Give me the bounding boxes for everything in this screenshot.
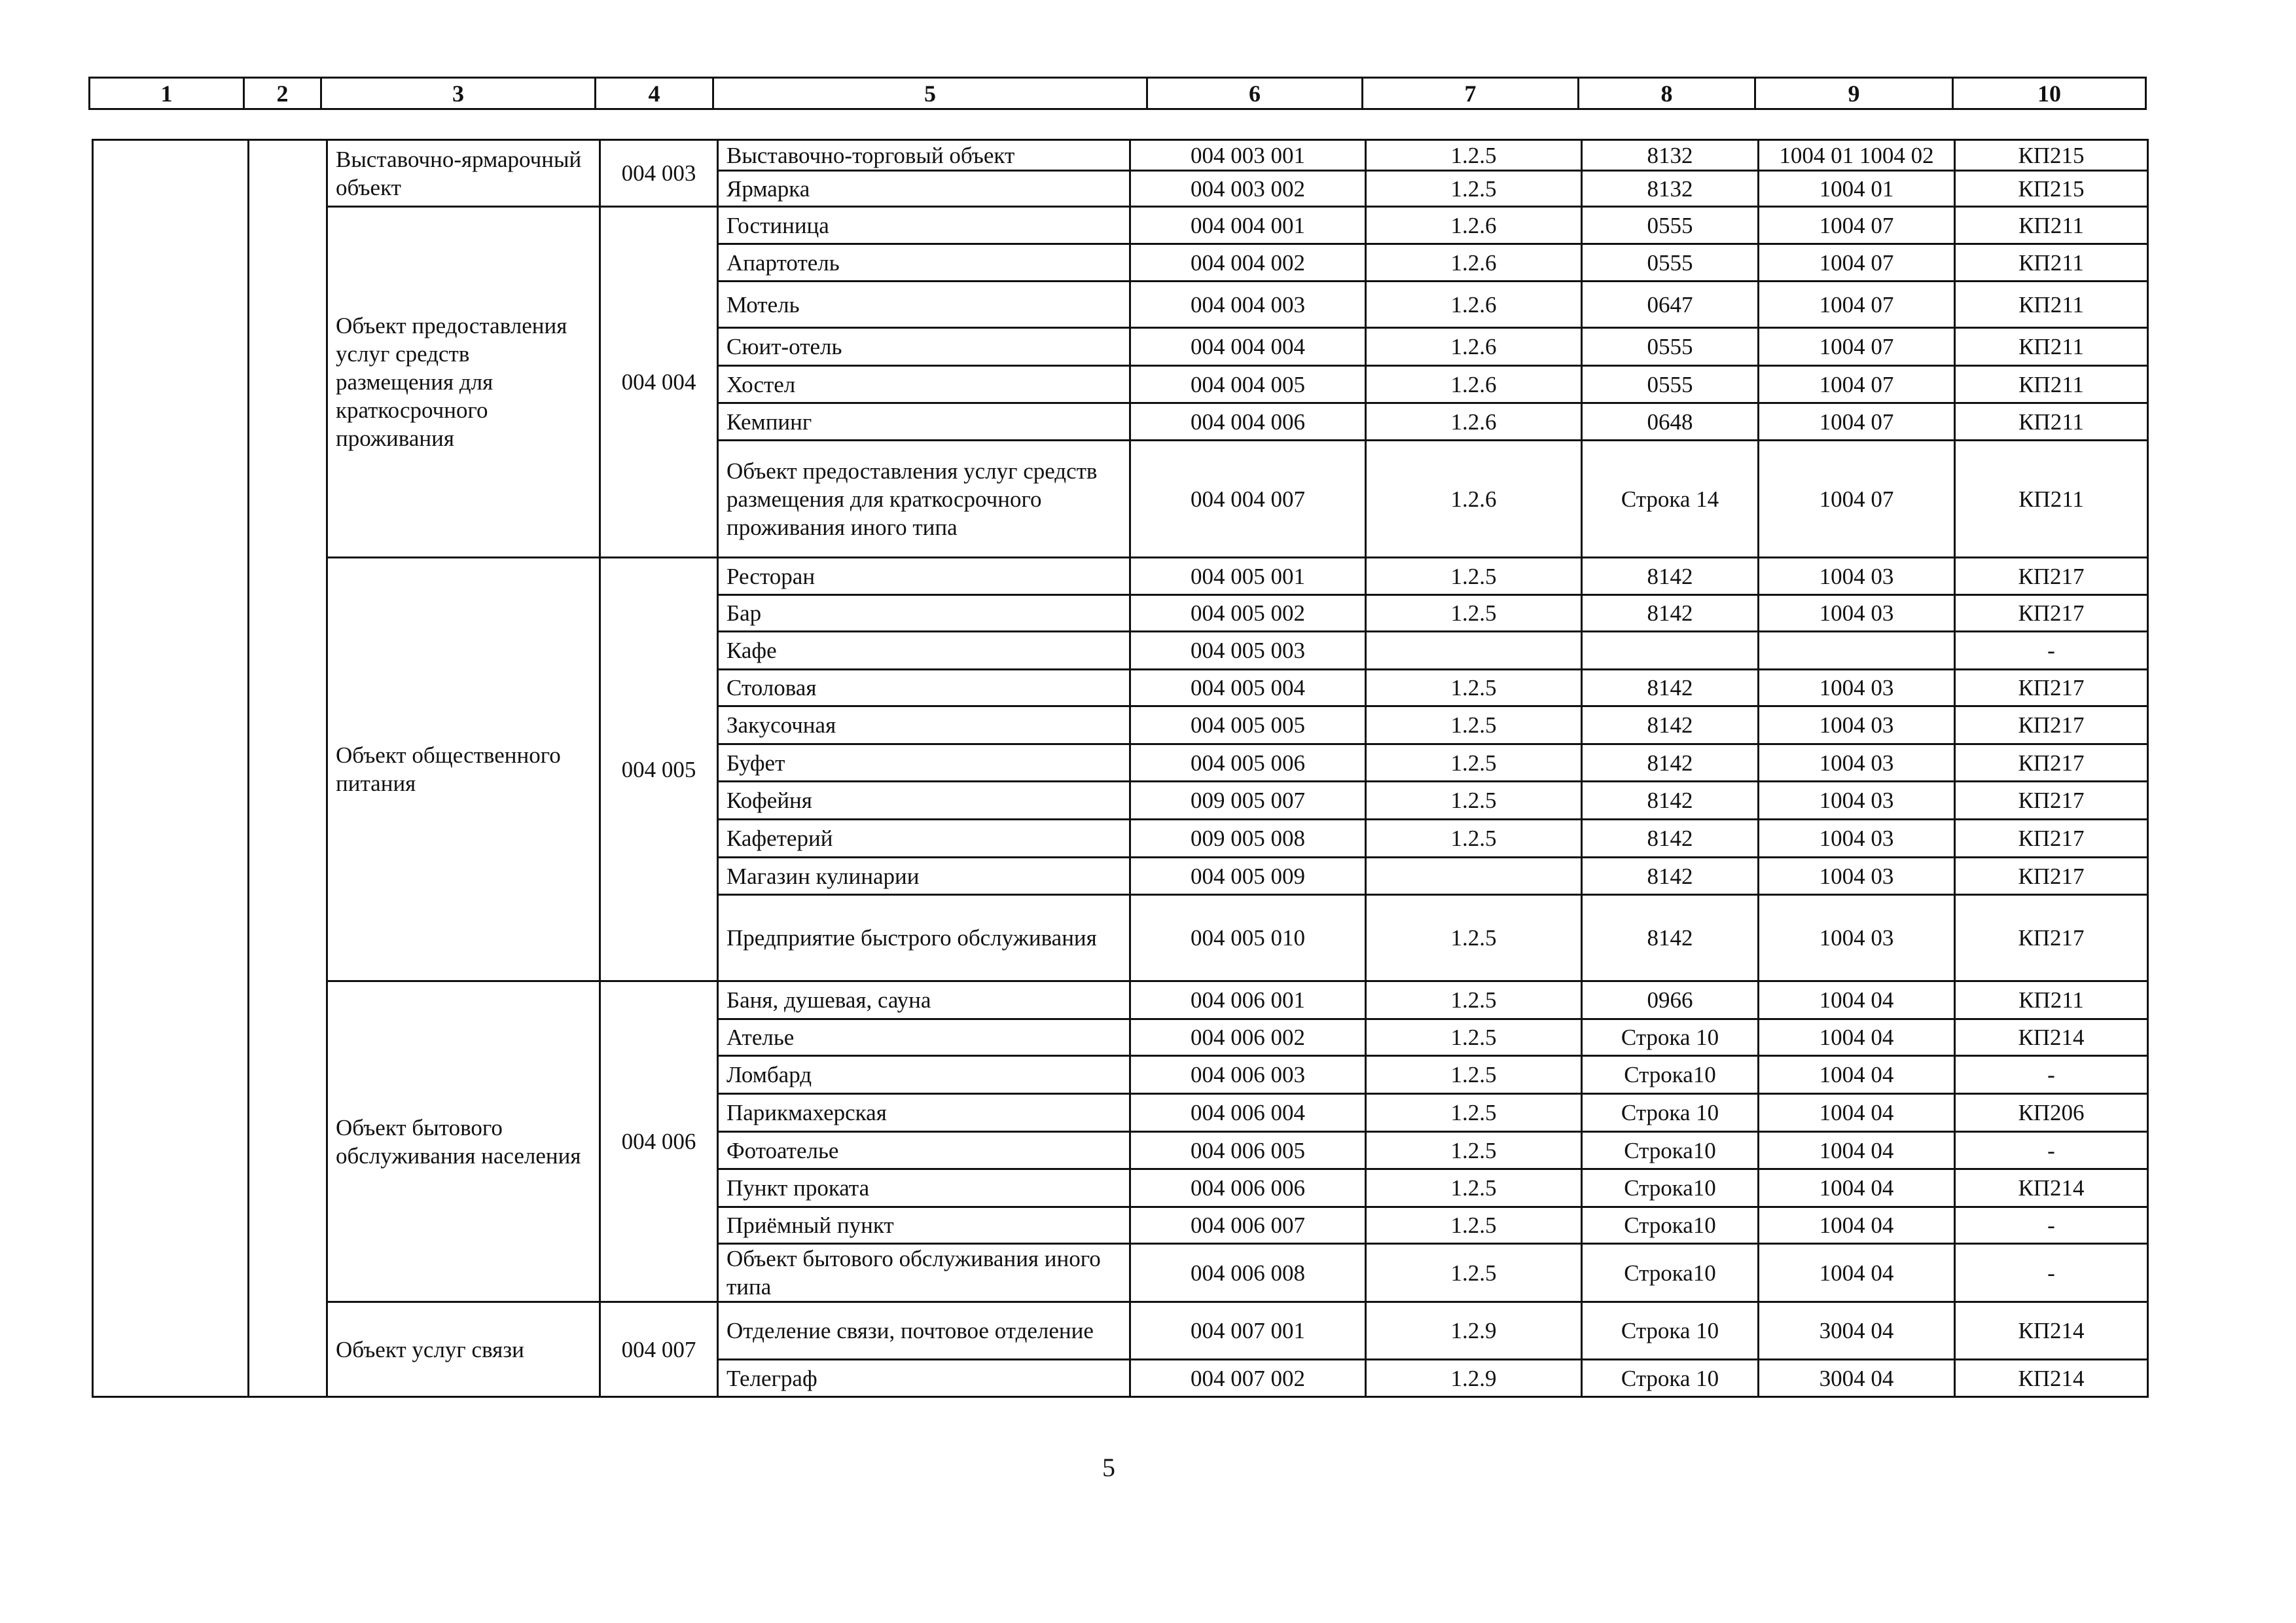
col7-cell: 1.2.9 <box>1366 1302 1582 1360</box>
group-name-cell: Объект услуг связи <box>327 1302 600 1397</box>
col8-cell: 8142 <box>1582 744 1759 782</box>
object-code-cell: 004 007 001 <box>1130 1302 1366 1360</box>
col10-cell: КП211 <box>1955 207 2148 244</box>
col9-cell: 1004 03 <box>1759 670 1955 706</box>
col10-cell: КП217 <box>1955 820 2148 858</box>
col9-cell: 1004 04 <box>1759 1169 1955 1207</box>
col7-cell: 1.2.6 <box>1366 403 1582 441</box>
col8-cell: 8142 <box>1582 858 1759 895</box>
col8-cell <box>1582 632 1759 670</box>
object-name-cell: Кемпинг <box>718 403 1130 441</box>
group-code-cell: 004 006 <box>600 981 718 1302</box>
col7-cell: 1.2.5 <box>1366 820 1582 858</box>
object-code-cell: 004 005 004 <box>1130 670 1366 706</box>
table-body <box>93 140 2148 1397</box>
col9-cell: 1004 07 <box>1759 282 1955 328</box>
col9-cell: 1004 04 <box>1759 981 1955 1019</box>
col10-cell: КП217 <box>1955 895 2148 981</box>
table-row <box>93 981 2148 1019</box>
object-name-cell: Сюит-отель <box>718 328 1130 366</box>
col7-cell: 1.2.5 <box>1366 558 1582 595</box>
col8-cell: 8142 <box>1582 820 1759 858</box>
col9-cell: 1004 03 <box>1759 820 1955 858</box>
header-cell: 5 <box>713 78 1147 109</box>
table-row <box>93 140 2148 171</box>
header-cell: 2 <box>244 78 321 109</box>
col9-cell: 1004 07 <box>1759 328 1955 366</box>
object-name-cell: Кафе <box>718 632 1130 670</box>
col8-cell: 8142 <box>1582 706 1759 744</box>
col7-cell: 1.2.5 <box>1366 1019 1582 1056</box>
col8-cell: Строка 10 <box>1582 1019 1759 1056</box>
col8-cell: 8142 <box>1582 595 1759 632</box>
object-name-cell: Кофейня <box>718 782 1130 820</box>
group-name-cell: Объект бытового обслуживания населения <box>327 981 600 1302</box>
col8-cell: Строка 14 <box>1582 441 1759 558</box>
col10-cell: КП206 <box>1955 1094 2148 1132</box>
object-code-cell: 004 006 003 <box>1130 1056 1366 1094</box>
col9-cell: 1004 07 <box>1759 441 1955 558</box>
col8-cell: Строка10 <box>1582 1244 1759 1302</box>
col7-cell: 1.2.5 <box>1366 1169 1582 1207</box>
object-code-cell: 004 006 007 <box>1130 1207 1366 1244</box>
col9-cell: 1004 03 <box>1759 858 1955 895</box>
col7-cell: 1.2.9 <box>1366 1360 1582 1397</box>
object-name-cell: Приёмный пункт <box>718 1207 1130 1244</box>
page-number: 5 <box>1102 1453 1115 1482</box>
col7-cell: 1.2.6 <box>1366 328 1582 366</box>
col10-cell: КП217 <box>1955 858 2148 895</box>
header-cell: 6 <box>1147 78 1363 109</box>
col9-cell: 1004 03 <box>1759 782 1955 820</box>
object-code-cell: 004 005 003 <box>1130 632 1366 670</box>
col9-cell: 1004 04 <box>1759 1056 1955 1094</box>
object-name-cell: Объект бытового обслуживания иного типа <box>718 1244 1130 1302</box>
col10-cell: КП217 <box>1955 706 2148 744</box>
object-name-cell: Хостел <box>718 366 1130 403</box>
col8-cell: 0966 <box>1582 981 1759 1019</box>
col10-cell: КП215 <box>1955 171 2148 207</box>
col2-cell <box>249 140 327 1397</box>
col9-cell: 3004 04 <box>1759 1360 1955 1397</box>
object-code-cell: 004 005 010 <box>1130 895 1366 981</box>
col9-cell: 1004 04 <box>1759 1132 1955 1169</box>
object-name-cell: Буфет <box>718 744 1130 782</box>
col10-cell: - <box>1955 1056 2148 1094</box>
col10-cell: - <box>1955 1207 2148 1244</box>
col9-cell: 1004 04 <box>1759 1244 1955 1302</box>
object-code-cell: 004 004 001 <box>1130 207 1366 244</box>
col10-cell: КП217 <box>1955 782 2148 820</box>
col7-cell: 1.2.5 <box>1366 1244 1582 1302</box>
table-row <box>93 558 2148 595</box>
col9-cell <box>1759 632 1955 670</box>
col8-cell: 8142 <box>1582 558 1759 595</box>
col9-cell: 1004 03 <box>1759 595 1955 632</box>
col10-cell: КП211 <box>1955 403 2148 441</box>
group-name-cell: Выставочно-ярмарочный объект <box>327 140 600 207</box>
table-row <box>93 207 2148 244</box>
col9-cell: 1004 03 <box>1759 558 1955 595</box>
header-cell: 7 <box>1363 78 1579 109</box>
object-code-cell: 004 004 003 <box>1130 282 1366 328</box>
object-name-cell: Бар <box>718 595 1130 632</box>
col7-cell: 1.2.5 <box>1366 1207 1582 1244</box>
col10-cell: КП217 <box>1955 744 2148 782</box>
col8-cell: 0555 <box>1582 366 1759 403</box>
col9-cell: 3004 04 <box>1759 1302 1955 1360</box>
object-name-cell: Объект предоставления услуг средств размещения для краткосрочного проживания иного типа <box>718 441 1130 558</box>
object-code-cell: 009 005 007 <box>1130 782 1366 820</box>
col9-cell: 1004 07 <box>1759 366 1955 403</box>
col9-cell: 1004 04 <box>1759 1207 1955 1244</box>
col7-cell: 1.2.5 <box>1366 1094 1582 1132</box>
col10-cell: - <box>1955 1244 2148 1302</box>
object-name-cell: Закусочная <box>718 706 1130 744</box>
object-name-cell: Гостиница <box>718 207 1130 244</box>
col8-cell: 0555 <box>1582 328 1759 366</box>
table-row <box>93 1302 2148 1360</box>
col10-cell: КП211 <box>1955 441 2148 558</box>
object-code-cell: 004 003 001 <box>1130 140 1366 171</box>
object-name-cell: Столовая <box>718 670 1130 706</box>
col10-cell: КП217 <box>1955 595 2148 632</box>
object-name-cell: Мотель <box>718 282 1130 328</box>
object-name-cell: Парикмахерская <box>718 1094 1130 1132</box>
col10-cell: КП214 <box>1955 1169 2148 1207</box>
col8-cell: 8132 <box>1582 140 1759 171</box>
classifier-table <box>92 139 2149 1398</box>
col9-cell: 1004 01 <box>1759 171 1955 207</box>
col10-cell: КП211 <box>1955 366 2148 403</box>
object-name-cell: Баня, душевая, сауна <box>718 981 1130 1019</box>
col10-cell: КП211 <box>1955 282 2148 328</box>
object-code-cell: 004 005 009 <box>1130 858 1366 895</box>
object-name-cell: Ресторан <box>718 558 1130 595</box>
header-cell: 4 <box>596 78 713 109</box>
col8-cell: Строка10 <box>1582 1132 1759 1169</box>
object-code-cell: 004 006 001 <box>1130 981 1366 1019</box>
col8-cell: 8142 <box>1582 895 1759 981</box>
object-code-cell: 004 004 006 <box>1130 403 1366 441</box>
object-name-cell: Ломбард <box>718 1056 1130 1094</box>
header-cell: 10 <box>1953 78 2146 109</box>
col8-cell: Строка 10 <box>1582 1360 1759 1397</box>
header-cell: 3 <box>321 78 596 109</box>
object-code-cell: 004 007 002 <box>1130 1360 1366 1397</box>
header-cell: 8 <box>1579 78 1755 109</box>
object-name-cell: Телеграф <box>718 1360 1130 1397</box>
col10-cell: КП214 <box>1955 1360 2148 1397</box>
col8-cell: Строка10 <box>1582 1169 1759 1207</box>
col8-cell: 0647 <box>1582 282 1759 328</box>
col10-cell: КП211 <box>1955 328 2148 366</box>
col7-cell: 1.2.6 <box>1366 441 1582 558</box>
object-code-cell: 004 004 002 <box>1130 244 1366 282</box>
col1-cell <box>93 140 249 1397</box>
object-code-cell: 004 006 004 <box>1130 1094 1366 1132</box>
object-name-cell: Выставочно-торговый объект <box>718 140 1130 171</box>
col7-cell: 1.2.5 <box>1366 1056 1582 1094</box>
header-row <box>90 78 2146 109</box>
object-name-cell: Апартотель <box>718 244 1130 282</box>
col8-cell: 8132 <box>1582 171 1759 207</box>
group-code-cell: 004 003 <box>600 140 718 207</box>
col7-cell: 1.2.6 <box>1366 366 1582 403</box>
object-code-cell: 004 005 006 <box>1130 744 1366 782</box>
col10-cell: КП215 <box>1955 140 2148 171</box>
col10-cell: КП217 <box>1955 558 2148 595</box>
object-name-cell: Предприятие быстрого обслуживания <box>718 895 1130 981</box>
object-name-cell: Фотоателье <box>718 1132 1130 1169</box>
col8-cell: 0555 <box>1582 207 1759 244</box>
object-code-cell: 004 006 008 <box>1130 1244 1366 1302</box>
col7-cell: 1.2.5 <box>1366 782 1582 820</box>
object-code-cell: 004 006 006 <box>1130 1169 1366 1207</box>
col7-cell: 1.2.5 <box>1366 670 1582 706</box>
column-number-header <box>88 77 2147 110</box>
object-code-cell: 004 005 005 <box>1130 706 1366 744</box>
group-name-cell: Объект предоставления услуг средств размещения для краткосрочного проживания <box>327 207 600 558</box>
object-code-cell: 004 006 002 <box>1130 1019 1366 1056</box>
group-code-cell: 004 004 <box>600 207 718 558</box>
col7-cell: 1.2.5 <box>1366 895 1582 981</box>
col10-cell: КП211 <box>1955 981 2148 1019</box>
object-name-cell: Ателье <box>718 1019 1130 1056</box>
object-code-cell: 004 004 007 <box>1130 441 1366 558</box>
col7-cell: 1.2.5 <box>1366 140 1582 171</box>
col9-cell: 1004 04 <box>1759 1094 1955 1132</box>
object-name-cell: Ярмарка <box>718 171 1130 207</box>
col10-cell: КП217 <box>1955 670 2148 706</box>
col7-cell: 1.2.5 <box>1366 1132 1582 1169</box>
object-name-cell: Магазин кулинарии <box>718 858 1130 895</box>
col10-cell: КП214 <box>1955 1019 2148 1056</box>
col10-cell: КП214 <box>1955 1302 2148 1360</box>
col9-cell: 1004 04 <box>1759 1019 1955 1056</box>
col9-cell: 1004 03 <box>1759 895 1955 981</box>
col7-cell <box>1366 632 1582 670</box>
header-cell: 9 <box>1755 78 1953 109</box>
col8-cell: Строка 10 <box>1582 1094 1759 1132</box>
group-name-cell: Объект общественного питания <box>327 558 600 981</box>
group-code-cell: 004 005 <box>600 558 718 981</box>
col10-cell: - <box>1955 1132 2148 1169</box>
col9-cell: 1004 01 1004 02 <box>1759 140 1955 171</box>
col7-cell: 1.2.5 <box>1366 171 1582 207</box>
object-name-cell: Отделение связи, почтовое отделение <box>718 1302 1130 1360</box>
col8-cell: 0648 <box>1582 403 1759 441</box>
col8-cell: Строка10 <box>1582 1056 1759 1094</box>
object-code-cell: 004 005 001 <box>1130 558 1366 595</box>
col7-cell: 1.2.6 <box>1366 282 1582 328</box>
col9-cell: 1004 07 <box>1759 403 1955 441</box>
object-code-cell: 004 004 004 <box>1130 328 1366 366</box>
object-code-cell: 009 005 008 <box>1130 820 1366 858</box>
object-code-cell: 004 005 002 <box>1130 595 1366 632</box>
col8-cell: 0555 <box>1582 244 1759 282</box>
col7-cell <box>1366 858 1582 895</box>
object-name-cell: Кафетерий <box>718 820 1130 858</box>
col7-cell: 1.2.6 <box>1366 207 1582 244</box>
col8-cell: 8142 <box>1582 670 1759 706</box>
object-code-cell: 004 003 002 <box>1130 171 1366 207</box>
col8-cell: Строка10 <box>1582 1207 1759 1244</box>
col8-cell: Строка 10 <box>1582 1302 1759 1360</box>
col7-cell: 1.2.5 <box>1366 981 1582 1019</box>
col9-cell: 1004 07 <box>1759 207 1955 244</box>
object-name-cell: Пункт проката <box>718 1169 1130 1207</box>
object-code-cell: 004 006 005 <box>1130 1132 1366 1169</box>
col9-cell: 1004 03 <box>1759 706 1955 744</box>
header-cell: 1 <box>90 78 244 109</box>
col7-cell: 1.2.6 <box>1366 244 1582 282</box>
col8-cell: 8142 <box>1582 782 1759 820</box>
col10-cell: - <box>1955 632 2148 670</box>
col9-cell: 1004 03 <box>1759 744 1955 782</box>
col10-cell: КП211 <box>1955 244 2148 282</box>
col9-cell: 1004 07 <box>1759 244 1955 282</box>
col7-cell: 1.2.5 <box>1366 744 1582 782</box>
col7-cell: 1.2.5 <box>1366 706 1582 744</box>
group-code-cell: 004 007 <box>600 1302 718 1397</box>
col7-cell: 1.2.5 <box>1366 595 1582 632</box>
object-code-cell: 004 004 005 <box>1130 366 1366 403</box>
